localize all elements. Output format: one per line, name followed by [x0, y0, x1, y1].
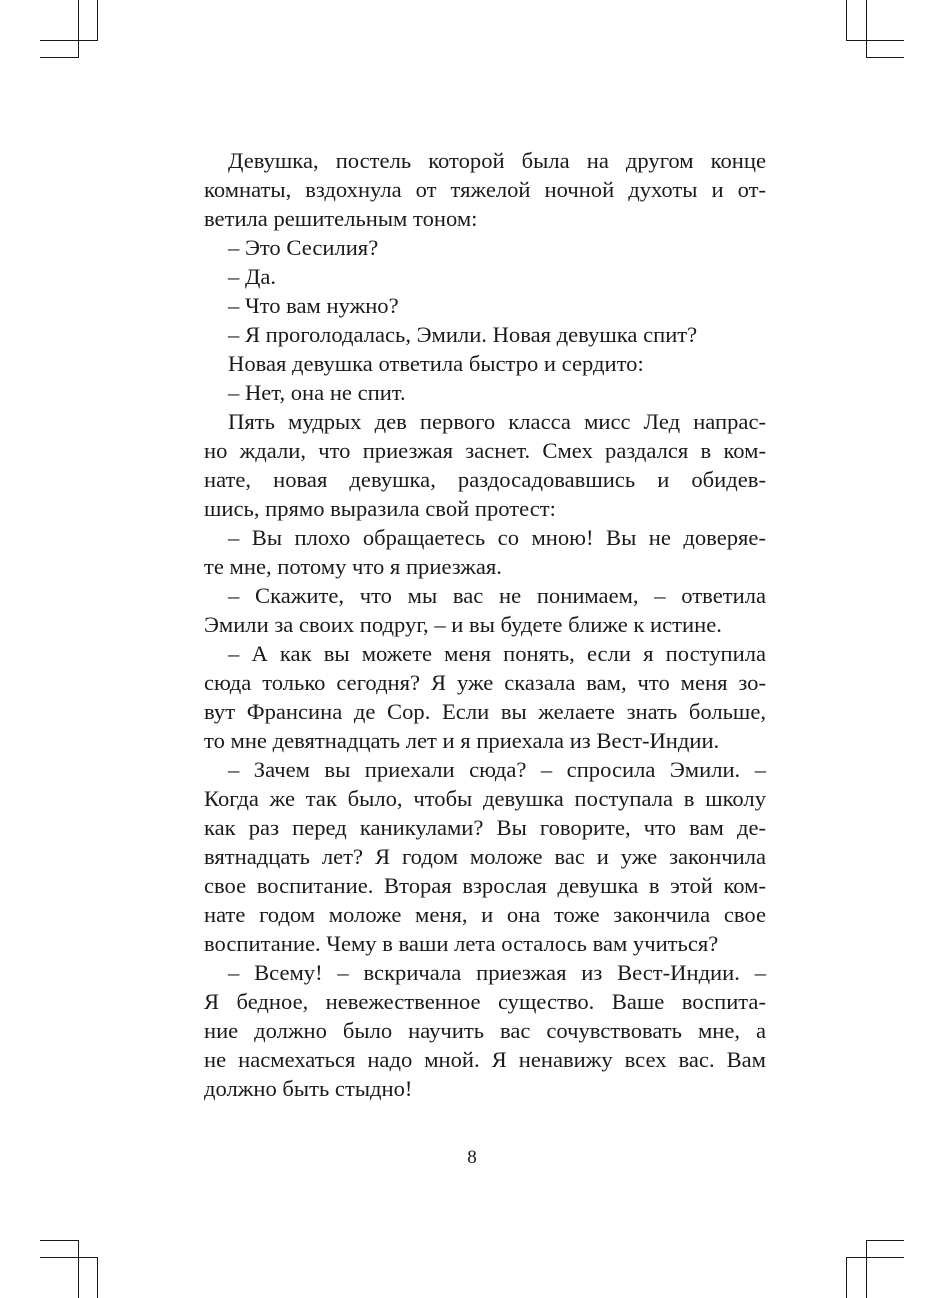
- text-line: должно быть стыдно!: [204, 1076, 413, 1101]
- text-line: но ждали, что приезжая заснет. Смех раздался в ком-: [204, 438, 766, 463]
- text-line: нате, новая девушка, раздосадовавшись и обидев-: [204, 467, 766, 492]
- text-line: – А как вы можете меня понять, если я поступила: [228, 641, 766, 666]
- text-line: – Нет, она не спит.: [228, 380, 406, 405]
- text-line: – Вы плохо обращаетесь со мною! Вы не доверяе-: [228, 525, 766, 550]
- text-line: Я бедное, невежественное существо. Ваше воспита-: [204, 989, 766, 1014]
- text-line: – Зачем вы приехали сюда? – спросила Эмили. –: [228, 757, 766, 782]
- text-line: Пять мудрых дев первого класса мисс Лед напрас-: [228, 409, 766, 434]
- text-line: то мне девятнадцать лет и я приехала из Вест-Индии.: [204, 728, 720, 753]
- text-line: вут Франсина де Сор. Если вы желаете знать больше,: [204, 699, 766, 724]
- text-line: вятнадцать лет? Я годом моложе вас и уже закончила: [204, 844, 766, 869]
- text-line: свое воспитание. Вторая взрослая девушка в этой ком-: [204, 873, 766, 898]
- text-line: те мне, потому что я приезжая.: [204, 554, 502, 579]
- text-line: сюда только сегодня? Я уже сказала вам, что меня зо-: [204, 670, 766, 695]
- text-line: Девушка, постель которой была на другом конце: [228, 148, 766, 173]
- text-line: не насмехаться надо мной. Я ненавижу всех вас. Вам: [204, 1047, 766, 1072]
- text-line: Эмили за своих подруг, – и вы будете ближе к истине.: [204, 612, 722, 637]
- body-text: [204, 146, 766, 1103]
- text-line: как раз перед каникулами? Вы говорите, что вам де-: [204, 815, 766, 840]
- text-line: – Всему! – вскричала приезжая из Вест-Индии. –: [228, 960, 766, 985]
- text-line: – Что вам нужно?: [228, 293, 399, 318]
- text-line: Новая девушка ответила быстро и сердито:: [228, 351, 644, 376]
- text-line: Когда же так было, чтобы девушка поступала в школу: [204, 786, 766, 811]
- text-line: – Я проголодалась, Эмили. Новая девушка спит?: [228, 322, 698, 347]
- page-number: 8: [467, 1147, 477, 1168]
- text-line: – Это Сесилия?: [228, 235, 379, 260]
- text-line: – Скажите, что мы вас не понимаем, – ответила: [228, 583, 766, 608]
- text-line: шись, прямо выразила свой протест:: [204, 496, 556, 521]
- text-line: воспитание. Чему в ваши лета осталось вам учиться?: [204, 931, 719, 956]
- text-line: нате годом моложе меня, и она тоже закончила свое: [204, 902, 766, 927]
- text-line: – Да.: [228, 264, 277, 289]
- text-line: комнаты, вздохнула от тяжелой ночной духоты и от-: [204, 177, 766, 202]
- text-line: ние должно было научить вас сочувствовать мне, а: [204, 1018, 766, 1043]
- text-line: ветила решительным тоном:: [204, 206, 478, 231]
